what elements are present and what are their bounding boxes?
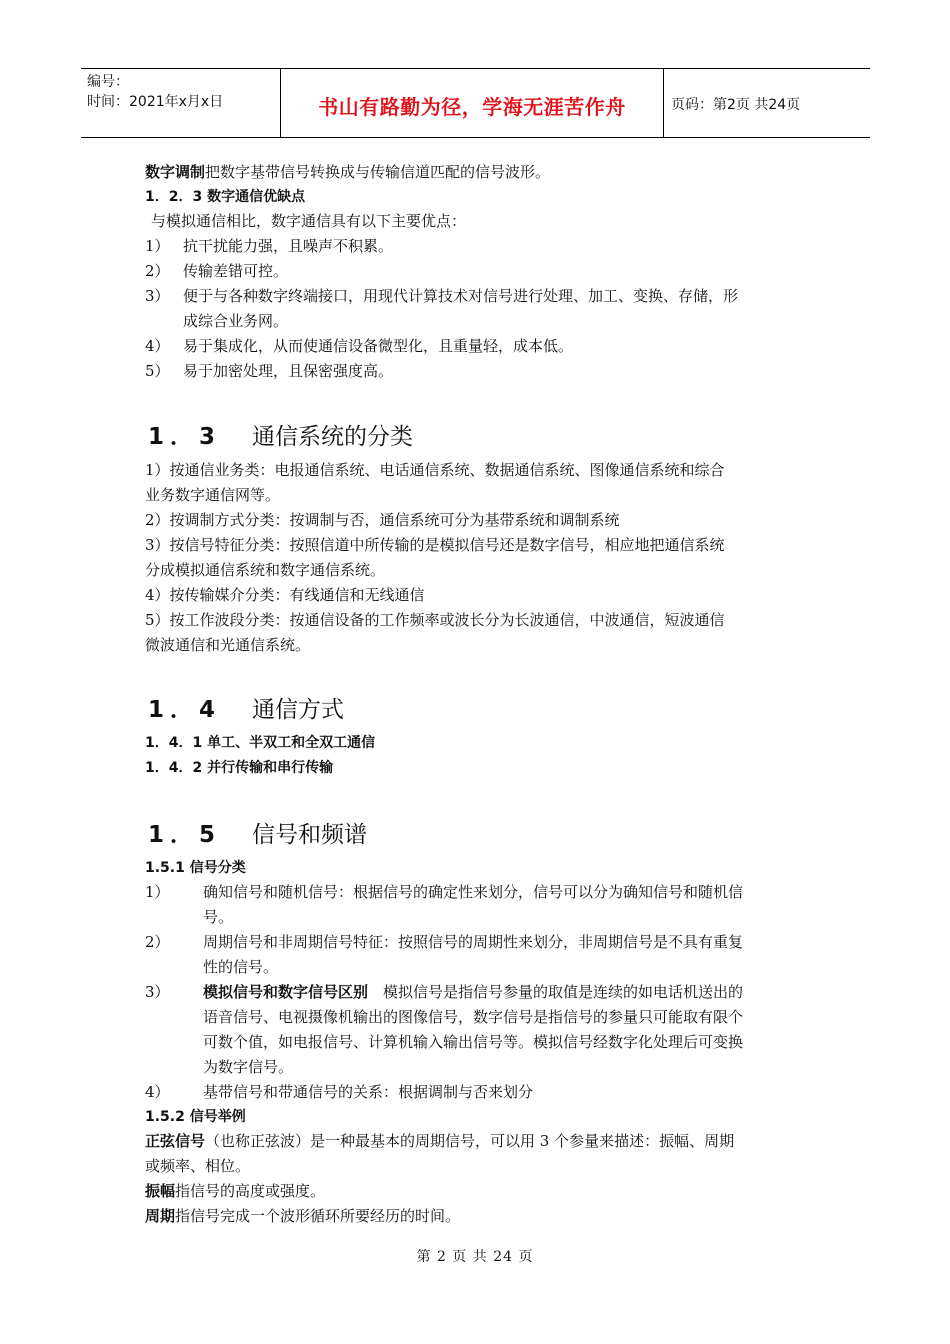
item-number: 3） bbox=[145, 983, 170, 1001]
subsection-heading: 1．2．3 数字通信优缺点 bbox=[145, 189, 306, 205]
paragraph: 分成模拟通信系统和数字通信系统。 bbox=[145, 561, 386, 579]
list-item bbox=[145, 1080, 810, 1105]
list-item bbox=[145, 980, 810, 1005]
page-header bbox=[81, 68, 870, 138]
paragraph bbox=[145, 1129, 810, 1154]
item-number: 4） bbox=[145, 337, 170, 355]
item-text: 模拟信号是指信号参量的取值是连续的如电话机送出的 bbox=[368, 983, 744, 1001]
list-item bbox=[145, 284, 810, 309]
item-text: 易于集成化，从而使通信设备微型化，且重量轻，成本低。 bbox=[183, 337, 574, 355]
paragraph: 业务数字通信网等。 bbox=[145, 486, 281, 504]
subsection-heading: 1.5.2 信号举例 bbox=[145, 1109, 246, 1125]
paragraph bbox=[145, 1204, 810, 1229]
list-item bbox=[145, 234, 810, 259]
list-item bbox=[145, 930, 810, 955]
list-item-continuation: 可数个值，如电报信号、计算机输入输出信号等。模拟信号经数字化处理后可变换 bbox=[203, 1033, 744, 1051]
item-number: 4） bbox=[145, 1083, 170, 1101]
header-page-cell bbox=[663, 69, 870, 137]
paragraph bbox=[145, 160, 810, 185]
list-item bbox=[145, 259, 810, 284]
item-text: 抗干扰能力强，且噪声不积累。 bbox=[183, 237, 394, 255]
section-number: 1．5 bbox=[148, 822, 222, 848]
subsection-heading: 1．4．1 单工、半双工和全双工通信 bbox=[145, 735, 376, 751]
paragraph bbox=[145, 1179, 810, 1204]
section-number: 1．3 bbox=[148, 424, 222, 450]
paragraph: 与模拟通信相比，数字通信具有以下主要优点： bbox=[151, 212, 467, 230]
motto: 书山有路勤为径，学海无涯苦作舟 bbox=[318, 95, 626, 119]
item-text: 确知信号和随机信号：根据信号的确定性来划分，信号可以分为确知信号和随机信 bbox=[203, 883, 744, 901]
section-title: 通信系统的分类 bbox=[252, 424, 413, 450]
paragraph: 2）按调制方式分类：按调制与否，通信系统可分为基带系统和调制系统 bbox=[145, 511, 620, 529]
section-title: 通信方式 bbox=[252, 697, 344, 723]
section-number: 1．4 bbox=[148, 697, 222, 723]
item-text: 周期信号和非周期信号特征：按照信号的周期性来划分，非周期信号是不具有重复 bbox=[203, 933, 744, 951]
item-text: 易于加密处理，且保密强度高。 bbox=[183, 362, 394, 380]
text: 指信号的高度或强度。 bbox=[175, 1182, 326, 1200]
paragraph: 1）按通信业务类：电报通信系统、电话通信系统、数据通信系统、图像通信系统和综合 bbox=[145, 461, 725, 479]
item-text: 基带信号和带通信号的关系：根据调制与否来划分 bbox=[203, 1083, 534, 1101]
item-number: 1） bbox=[145, 883, 170, 901]
page-code: 页码：第2页 共24页 bbox=[671, 97, 801, 113]
header-meta bbox=[81, 69, 281, 137]
list-item bbox=[145, 359, 810, 384]
time-label: 时间：2021年x月x日 bbox=[87, 94, 224, 110]
list-item-continuation: 号。 bbox=[203, 908, 234, 926]
item-number: 3） bbox=[145, 287, 170, 305]
subsection-heading: 1.5.1 信号分类 bbox=[145, 860, 246, 876]
text: （也称正弦波）是一种最基本的周期信号，可以用 3 个参量来描述：振幅、周期 bbox=[205, 1132, 735, 1150]
section-title: 信号和频谱 bbox=[252, 822, 367, 848]
number-label: 编号： bbox=[87, 74, 129, 90]
item-number: 5） bbox=[145, 362, 170, 380]
list-item bbox=[145, 334, 810, 359]
item-number: 1） bbox=[145, 237, 170, 255]
item-number: 2） bbox=[145, 933, 170, 951]
list-item bbox=[145, 880, 810, 905]
header-motto-cell bbox=[281, 69, 664, 137]
item-text: 便于与各种数字终端接口，用现代计算技术对信号进行处理、加工、变换、存储，形 bbox=[183, 287, 739, 305]
paragraph: 或频率、相位。 bbox=[145, 1157, 251, 1175]
term: 正弦信号 bbox=[145, 1132, 206, 1150]
paragraph: 4）按传输媒介分类：有线通信和无线通信 bbox=[145, 586, 425, 604]
term: 数字调制 bbox=[145, 163, 206, 181]
paragraph: 微波通信和光通信系统。 bbox=[145, 636, 311, 654]
paragraph: 5）按工作波段分类：按通信设备的工作频率或波长分为长波通信，中波通信，短波通信 bbox=[145, 611, 725, 629]
term: 周期 bbox=[145, 1207, 176, 1225]
list-item-continuation: 性的信号。 bbox=[203, 958, 279, 976]
list-item-continuation: 成综合业务网。 bbox=[183, 312, 289, 330]
text: 指信号完成一个波形循环所要经历的时间。 bbox=[175, 1207, 461, 1225]
item-text: 传输差错可控。 bbox=[183, 262, 289, 280]
section-heading bbox=[148, 691, 344, 724]
section-heading bbox=[148, 418, 413, 451]
term: 振幅 bbox=[145, 1182, 176, 1200]
text: 把数字基带信号转换成与传输信道匹配的信号波形。 bbox=[205, 163, 551, 181]
list-item-continuation: 为数字信号。 bbox=[203, 1058, 294, 1076]
page-footer: 第 2 页 共 24 页 bbox=[416, 1249, 534, 1265]
list-item-continuation: 语音信号、电视摄像机输出的图像信号，数字信号是指信号的参量只可能取有限个 bbox=[203, 1008, 744, 1026]
subsection-heading: 1．4．2 并行传输和串行传输 bbox=[145, 760, 334, 776]
paragraph: 3）按信号特征分类：按照信道中所传输的是模拟信号还是数字信号，相应地把通信系统 bbox=[145, 536, 725, 554]
item-number: 2） bbox=[145, 262, 170, 280]
term: 模拟信号和数字信号区别 bbox=[203, 983, 369, 1001]
section-heading bbox=[148, 816, 367, 849]
